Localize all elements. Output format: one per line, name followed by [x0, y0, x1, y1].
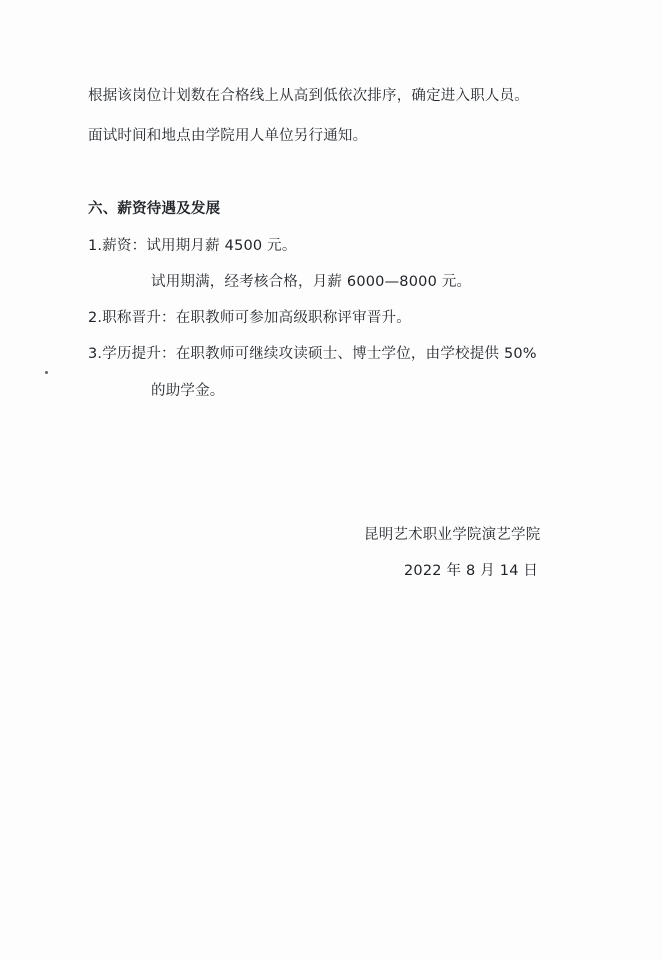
signature-date: 2022 年 8 月 14 日	[404, 563, 539, 579]
salary-after-probation: 试用期满，经考核合格，月薪 6000—8000 元。	[151, 274, 472, 290]
education-item-continued: 的助学金。	[151, 383, 225, 399]
education-item: 3.学历提升：在职教师可继续攻读硕士、博士学位，由学校提供 50%	[88, 346, 537, 362]
intro-line-1: 根据该岗位计划数在合格线上从高到低依次排序，确定进入职人员。	[88, 88, 529, 104]
scan-speck	[45, 371, 48, 374]
signature-organization: 昆明艺术职业学院演艺学院	[364, 527, 541, 543]
section-heading: 六、薪资待遇及发展	[88, 201, 221, 217]
title-promotion-item: 2.职称晋升：在职教师可参加高级职称评审晋升。	[88, 310, 411, 326]
salary-item: 1.薪资：试用期月薪 4500 元。	[88, 238, 297, 254]
intro-line-2: 面试时间和地点由学院用人单位另行通知。	[88, 128, 368, 144]
